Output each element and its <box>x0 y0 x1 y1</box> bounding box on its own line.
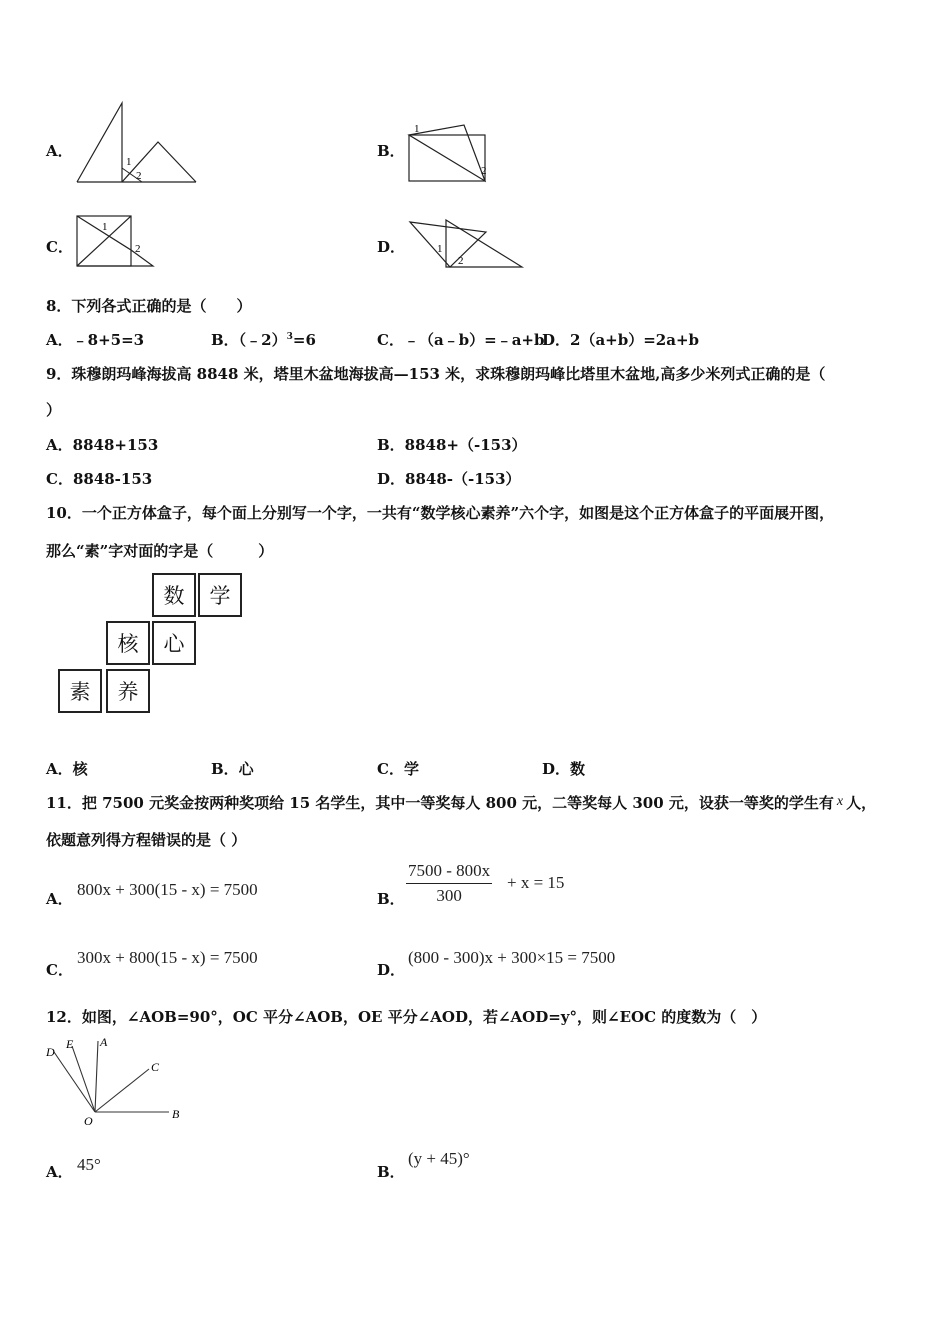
q7-option-a-label[interactable]: A． <box>46 142 73 160</box>
q7-c-angle-2: 2 <box>135 243 141 255</box>
q7-option-d-label[interactable]: D． <box>377 238 406 256</box>
cube-net <box>58 573 250 718</box>
q10-option-c[interactable]: C．学 <box>377 760 419 778</box>
net-cell-yang: 养 <box>106 669 150 713</box>
angle-figure <box>40 1034 190 1130</box>
q9-option-d[interactable]: D．8848-（-153） <box>377 470 521 488</box>
label-c: C <box>151 1060 160 1074</box>
q7-option-a-figure <box>72 98 202 188</box>
net-cell-xin: 心 <box>152 621 196 665</box>
q11-question-line1 <box>46 792 876 813</box>
q7-option-b-figure <box>404 118 494 188</box>
q7-d-angle-1: 1 <box>437 243 443 255</box>
q10-option-b[interactable]: B．心 <box>211 760 254 778</box>
q11-option-b-label[interactable]: B． <box>377 890 405 908</box>
label-d: D <box>46 1045 55 1059</box>
q9-question-line2: ） <box>46 401 62 419</box>
q11-option-c-label[interactable]: C． <box>46 961 73 979</box>
q11-option-b-tail: + x = 15 <box>507 873 565 892</box>
q7-option-b-label[interactable]: B． <box>377 142 405 160</box>
q7-option-c-label[interactable]: C． <box>46 238 73 256</box>
q7-a-angle-1: 1 <box>126 156 132 168</box>
q11-question-text: 11．把 7500 元奖金按两种奖项给 15 名学生，其中一等奖每人 800 元，二等奖每人 300 元，设获一等奖的学生有 <box>46 794 834 812</box>
q9-option-c[interactable]: C．8848-153 <box>46 470 153 488</box>
q7-option-c-figure <box>72 210 162 272</box>
q7-option-d-figure <box>404 214 528 272</box>
q8-b-exponent: 3 <box>286 332 293 342</box>
q8-option-c[interactable]: C．﹣（a﹣b）=﹣a+b <box>377 331 545 349</box>
q9-option-b[interactable]: B．8848+（-153） <box>377 436 527 454</box>
q11-question-tail: 人， <box>846 794 877 812</box>
q11-variable-x: x <box>836 794 844 809</box>
q12-option-a-label[interactable]: A． <box>46 1163 73 1181</box>
q8-option-b[interactable] <box>211 329 316 350</box>
q8-option-a[interactable]: A．﹣8+5=3 <box>46 331 145 349</box>
q11-option-d-equation: (800 - 300)x + 300×15 = 7500 <box>408 948 616 967</box>
q7-c-angle-1: 1 <box>102 221 108 233</box>
q12-option-b-label[interactable]: B． <box>377 1163 405 1181</box>
q11-option-a-equation: 800x + 300(15 - x) = 7500 <box>77 880 258 899</box>
q7-a-angle-2: 2 <box>136 170 142 182</box>
net-cell-he: 核 <box>106 621 150 665</box>
q11-b-numerator: 7500 - 800x <box>406 861 492 884</box>
q10-option-a[interactable]: A．核 <box>46 760 88 778</box>
q11-option-c-equation: 300x + 800(15 - x) = 7500 <box>77 948 258 967</box>
label-o: O <box>84 1114 93 1128</box>
q8-question: 8．下列各式正确的是（ ） <box>46 297 252 315</box>
net-cell-su: 素 <box>58 669 102 713</box>
q7-b-angle-1: 1 <box>414 123 420 135</box>
q11-option-a-label[interactable]: A． <box>46 890 73 908</box>
q12-option-b-value: (y + 45)° <box>408 1149 470 1168</box>
q12-option-a-value: 45° <box>77 1155 101 1174</box>
q7-b-angle-2: 2 <box>481 165 487 177</box>
q10-option-d[interactable]: D．数 <box>542 760 586 778</box>
q11-option-b-fraction <box>406 861 492 906</box>
q11-question-line2: 依题意列得方程错误的是（ ） <box>46 831 247 849</box>
net-cell-xue: 学 <box>198 573 242 617</box>
q9-question-line1: 9．珠穆朗玛峰海拔高 8848 米，塔里木盆地海拔高—153 米，求珠穆朗玛峰比塔里木盆地,高多少米列式正确的是（ <box>46 365 826 383</box>
q10-question-line2: 那么“素”字对面的字是（ ） <box>46 542 274 560</box>
q9-option-a[interactable]: A．8848+153 <box>46 436 159 454</box>
q10-question-line1: 10．一个正方体盒子，每个面上分别写一个字，一共有“数学核心素养”六个字，如图是这个正方体盒子的平面展开图， <box>46 504 835 522</box>
q8-b-base: B．（﹣2） <box>211 331 287 349</box>
q12-question: 12．如图，∠AOB=90°，OC 平分∠AOB，OE 平分∠AOD，若∠AOD=y°，则∠EOC 的度数为（ ） <box>46 1008 767 1026</box>
q8-option-d[interactable]: D．2（a+b）=2a+b <box>542 331 700 349</box>
q7-d-angle-2: 2 <box>458 255 464 267</box>
label-e: E <box>66 1037 74 1051</box>
q8-b-result: =6 <box>292 331 316 349</box>
q11-b-denominator: 300 <box>436 886 462 905</box>
net-cell-shu: 数 <box>152 573 196 617</box>
q11-option-d-label[interactable]: D． <box>377 961 406 979</box>
label-a: A <box>100 1035 108 1049</box>
label-b: B <box>172 1107 180 1121</box>
